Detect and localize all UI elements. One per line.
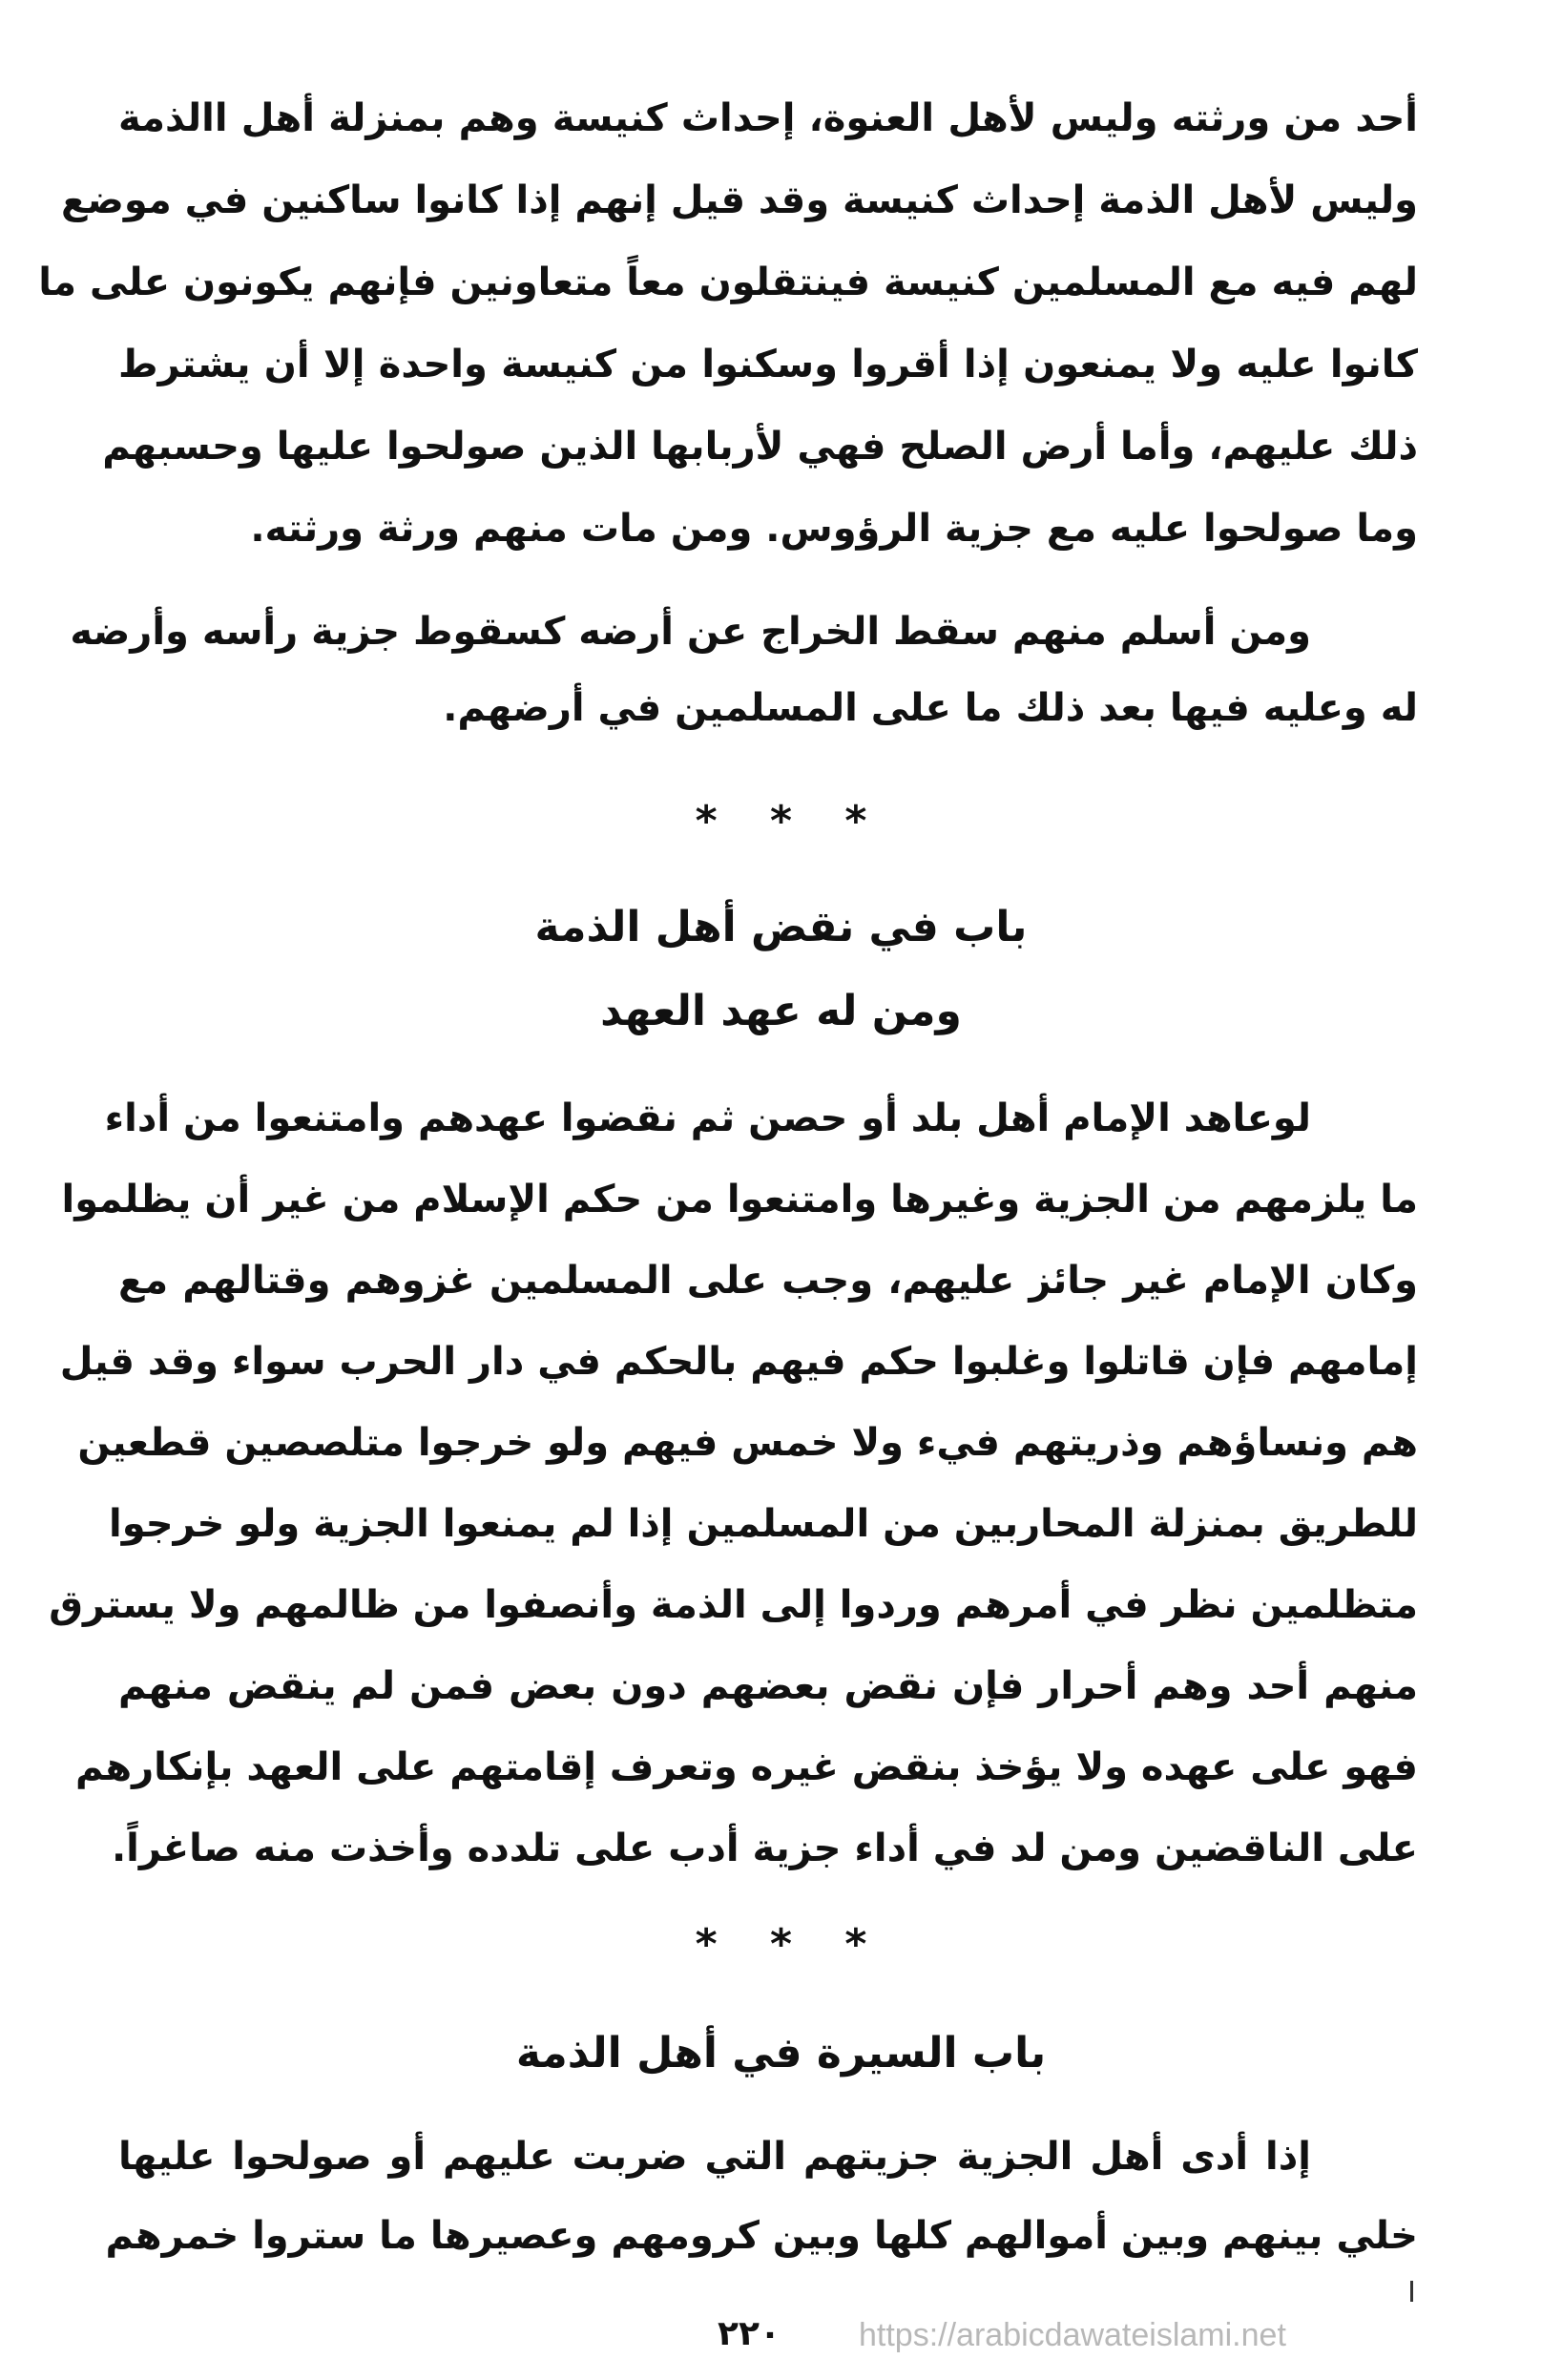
- section-separator: * * *: [695, 1920, 867, 1969]
- section-subheading: ومن له عهد العهد: [600, 987, 962, 1035]
- text-line: وليس لأهل الذمة إحداث كنيسة وقد قيل إنهم إذا كانوا ساكنين في موضع: [60, 178, 1418, 222]
- text-line: له وعليه فيها بعد ذلك ما على المسلمين في أرضهم.: [443, 686, 1418, 730]
- text-line: هم ونساؤهم وذريتهم فيء ولا خمس فيهم ولو خرجوا متلصصين قطعين: [77, 1421, 1418, 1465]
- text-line: لهم فيه مع المسلمين كنيسة فينتقلون معاً متعاونين فإنهم يكونون على ما: [38, 261, 1418, 304]
- text-line: فهو على عهده ولا يؤخذ بنقض غيره وتعرف إقامتهم على العهد بإنكارهم: [75, 1745, 1418, 1789]
- text-line: كانوا عليه ولا يمنعون إذا أقروا وسكنوا من كنيسة واحدة إلا أن يشترط: [118, 343, 1418, 386]
- section-heading: باب السيرة في أهل الذمة: [515, 2029, 1047, 2077]
- page-number: ٢٢٠: [718, 2314, 781, 2353]
- watermark-url: https://arabicdawateislami.net: [859, 2317, 1286, 2353]
- text-line: للطريق بمنزلة المحاربين من المسلمين إذا لم يمنعوا الجزية ولو خرجوا: [109, 1502, 1418, 1546]
- section-separator: * * *: [695, 797, 867, 846]
- text-line: على الناقضين ومن لد في أداء جزية أدب على تلدده وأخذت منه صاغراً.: [111, 1827, 1418, 1870]
- text-line: خلي بينهم وبين أموالهم كلها وبين كرومهم وعصيرها ما ستروا خمرهم: [105, 2214, 1418, 2258]
- text-line: إمامهم فإن قاتلوا وغلبوا حكم فيهم بالحكم في دار الحرب سواء وقد قيل: [59, 1340, 1418, 1384]
- margin-mark: [1410, 2281, 1413, 2302]
- section-heading: باب في نقض أهل الذمة: [534, 903, 1028, 951]
- text-line: أحد من ورثته وليس لأهل العنوة، إحداث كنيسة وهم بمنزلة أهل االذمة: [118, 96, 1418, 140]
- text-line: متظلمين نظر في أمرهم وردوا إلى الذمة وأنصفوا من ظالمهم ولا يسترق: [49, 1583, 1418, 1627]
- text-line: ذلك عليهم، وأما أرض الصلح فهي لأربابها الذين صولحوا عليها وحسبهم: [102, 425, 1418, 469]
- text-line: وكان الإمام غير جائز عليهم، وجب على المسلمين غزوهم وقتالهم مع: [118, 1259, 1418, 1303]
- text-line: ما يلزمهم من الجزية وغيرها وامتنعوا من حكم الإسلام من غير أن يظلموا: [61, 1178, 1418, 1221]
- text-line: منهم أحد وهم أحرار فإن نقض بعضهم دون بعض فمن لم ينقض منهم: [118, 1664, 1418, 1708]
- text-line: وما صولحوا عليه مع جزية الرؤوس. ومن مات منهم ورثة ورثته.: [250, 507, 1418, 551]
- text-line: ومن أسلم منهم سقط الخراج عن أرضه كسقوط جزية رأسه وأرضه: [70, 610, 1311, 654]
- text-line: لوعاهد الإمام أهل بلد أو حصن ثم نقضوا عهدهم وامتنعوا من أداء: [104, 1096, 1311, 1140]
- text-line: إذا أدى أهل الجزية جزيتهم التي ضربت عليهم أو صولحوا عليها: [118, 2135, 1311, 2179]
